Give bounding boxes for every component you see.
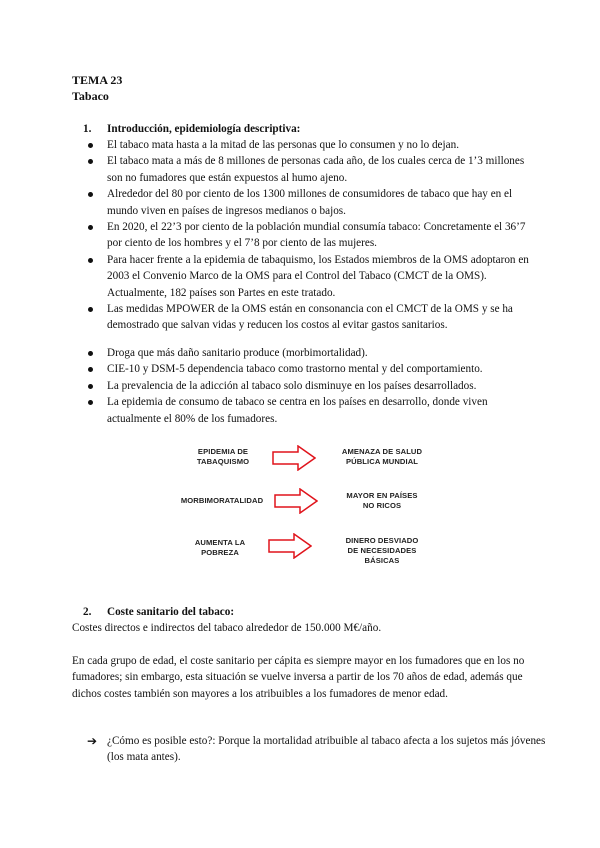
section-1-title: Introducción, epidemiología descriptiva:	[107, 123, 301, 135]
bullet-dot-icon	[88, 192, 93, 197]
section-2-heading	[83, 604, 234, 620]
diagram-right-label-3: DINERO DESVIADO DE NECESIDADES BÁSICAS	[345, 536, 419, 565]
diagram-left-label-1: EPIDEMIA DE TABAQUISMO	[196, 447, 250, 466]
bullet-dot-icon	[88, 258, 93, 263]
bullet-dot-icon	[88, 159, 93, 164]
diagram-right-label-1: AMENAZA DE SALUD PÚBLICA MUNDIAL	[341, 447, 423, 466]
arrow-point: ➔ ¿Cómo es posible esto?: Porque la mortalidad atribuible al tabaco afecta a los sujetos más jóvenes (los mata antes).	[87, 734, 546, 764]
bullet-dot-icon	[88, 307, 93, 312]
bullet-dot-icon	[88, 367, 93, 372]
diagram-right-label-2: MAYOR EN PAÍSES NO RICOS	[346, 491, 418, 510]
list-item: CIE-10 y DSM-5 dependencia tabaco como trastorno mental y del comportamiento.	[87, 361, 531, 377]
document-header	[72, 72, 122, 105]
bullet-list-b	[87, 345, 531, 427]
list-item: La epidemia de consumo de tabaco se centra en los países en desarrollo, donde viven actualmente el 80% de los fumadores.	[87, 394, 531, 427]
bullet-dot-icon	[88, 225, 93, 230]
list-item: El tabaco mata hasta a la mitad de las personas que lo consumen y no lo dejan.	[87, 137, 531, 153]
right-arrow-icon	[268, 533, 312, 559]
paragraph: Costes directos e indirectos del tabaco alrededor de 150.000 M€/año.	[72, 622, 382, 634]
section-1-heading	[83, 121, 300, 137]
bullet-dot-icon	[88, 143, 93, 148]
tema-subject: Tabaco	[72, 89, 109, 104]
list-item: Alrededor del 80 por ciento de los 1300 millones de consumidores de tabaco que hay en el mundo viven en países de ingresos medianos o bajos.	[87, 186, 531, 219]
section-1-number: 1.	[83, 123, 92, 135]
diagram-left-label-2: MORBIMORATALIDAD	[180, 496, 264, 505]
tema-number: TEMA 23	[72, 73, 123, 87]
bullet-dot-icon	[88, 400, 93, 405]
tobacco-impact-diagram	[170, 443, 450, 573]
diagram-left-label-3: AUMENTA LA POBREZA	[194, 538, 246, 557]
list-item: Las medidas MPOWER de la OMS están en consonancia con el CMCT de la OMS y se ha demostrado que salvan vidas y reducen los costos al evitar gastos sanitarios.	[87, 301, 531, 334]
list-item: Para hacer frente a la epidemia de tabaquismo, los Estados miembros de la OMS adoptaron en 2003 el Convenio Marco de la OMS para el Control del Tabaco (CMCT de la OMS). Actualmente, 182 países son Partes en este tratado.	[87, 252, 531, 301]
section-2-number: 2.	[83, 606, 92, 618]
arrow-right-icon: ➔	[87, 734, 98, 748]
list-item: Droga que más daño sanitario produce (morbimortalidad).	[87, 345, 531, 361]
paragraph: En cada grupo de edad, el coste sanitario per cápita es siempre mayor en los fumadores que en los no fumadores; sin embargo, esta situación se vuelve inversa a partir de los 70 años de edad, además que dichos costes también son mayores a los atribuibles a los fumadores de menor edad.	[72, 655, 525, 700]
bullet-dot-icon	[88, 351, 93, 356]
right-arrow-icon	[274, 488, 318, 514]
right-arrow-icon	[272, 445, 316, 471]
list-item: El tabaco mata a más de 8 millones de personas cada año, de los cuales cerca de 1’3 millones son no fumadores que están expuestos al humo ajeno.	[87, 153, 531, 186]
list-item: La prevalencia de la adicción al tabaco solo disminuye en los países desarrollados.	[87, 378, 531, 394]
bullet-list-a	[87, 137, 531, 334]
section-2-title: Coste sanitario del tabaco:	[107, 606, 235, 618]
bullet-dot-icon	[88, 384, 93, 389]
list-item: En 2020, el 22’3 por ciento de la población mundial consumía tabaco: Concretamente el 36’7 por ciento de los hombres y el 7’8 por ciento de las mujeres.	[87, 219, 531, 252]
